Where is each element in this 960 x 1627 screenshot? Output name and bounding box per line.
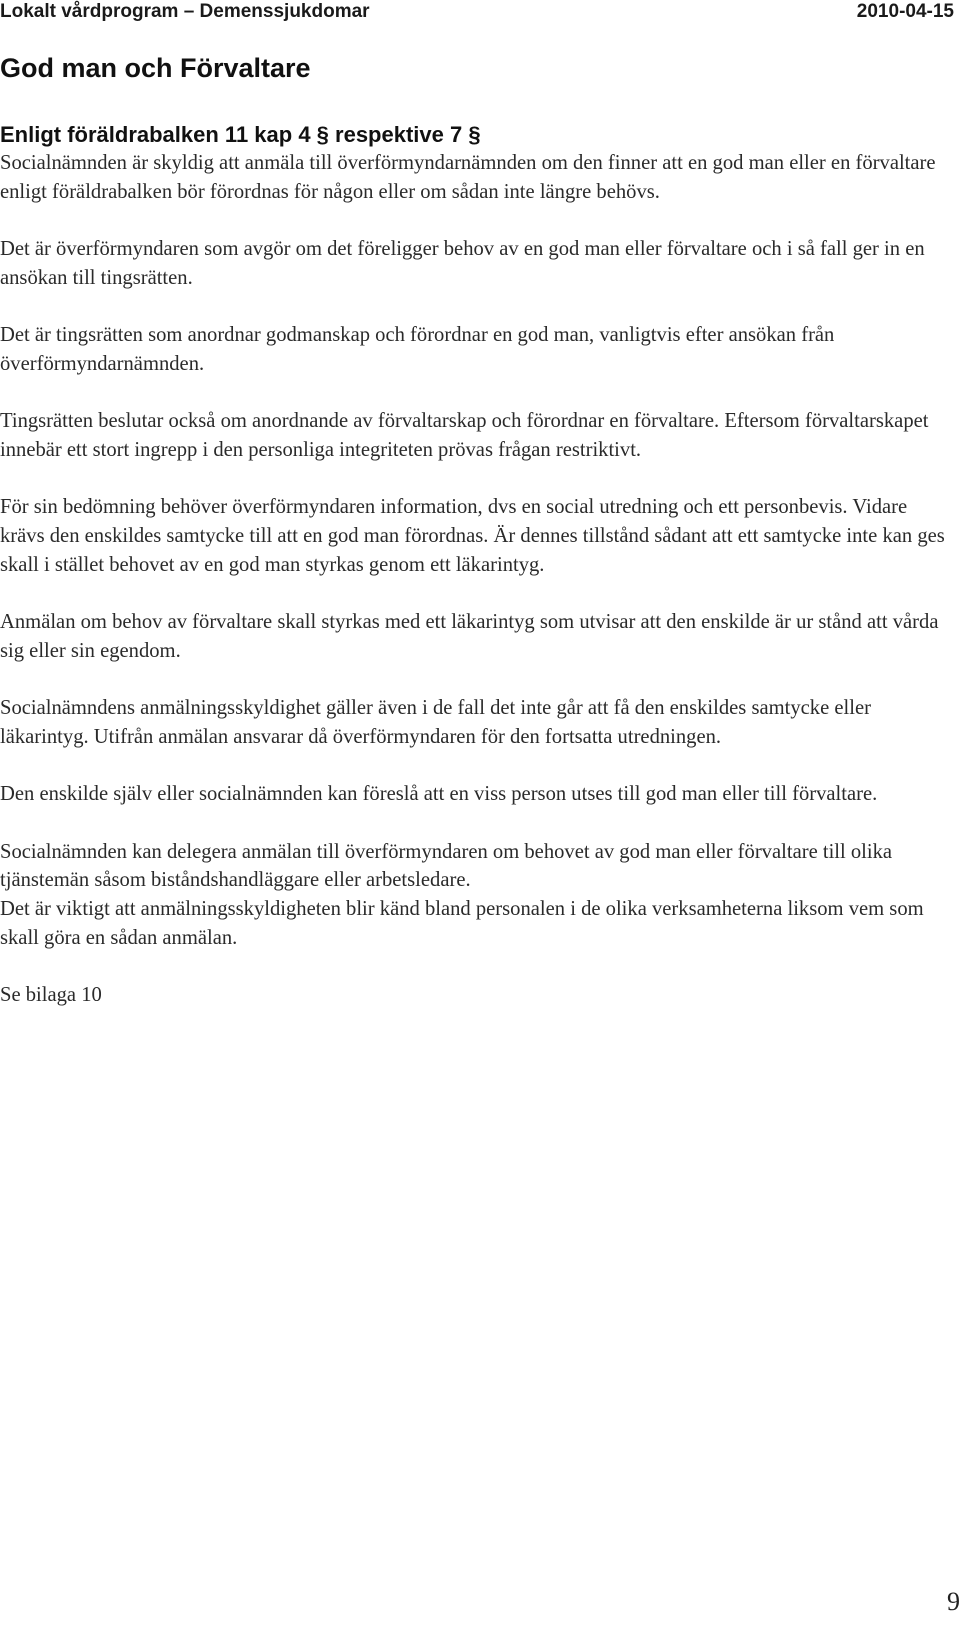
paragraph: Socialnämnden är skyldig att anmäla till överförmyndarnämnden om den finner att en god man eller en förvaltare enligt föräldrabalken bör förordnas för någon eller om sådan inte längre behövs. [0, 152, 936, 203]
header-date: 2010-04-15 [856, 1, 954, 22]
running-header [0, 0, 960, 24]
section-heading: Enligt föräldrabalken 11 kap 4 § respektive 7 § [0, 122, 481, 147]
page-title: God man och Förvaltare [0, 53, 311, 83]
paragraph: Det är viktigt att anmälningsskyldigheten blir känd bland personalen i de olika verksamheterna liksom vem som skall göra en sådan anmälan. [0, 898, 924, 949]
page-number: 9 [947, 1587, 960, 1616]
paragraph: Den enskilde själv eller socialnämnden kan föreslå att en viss person utses till god man eller till förvaltare. [0, 783, 878, 806]
paragraph: Socialnämnden kan delegera anmälan till överförmyndaren om behovet av god man eller förvaltare till olika tjänstemän såsom biståndshandläggare eller arbetsledare. [0, 840, 893, 892]
paragraph: Anmälan om behov av förvaltare skall styrkas med ett läkarintyg som utvisar att den enskilde är ur stånd att vårda sig eller sin egendom. [0, 611, 939, 662]
paragraph: Socialnämndens anmälningsskyldighet gäller även i de fall det inte går att få den enskildes samtycke eller läkarintyg. Utifrån anmälan ansvarar då överförmyndaren för den fortsatta utredningen. [0, 697, 871, 748]
appendix-reference: Se bilaga 10 [0, 984, 102, 1007]
paragraph: Det är överförmyndaren som avgör om det föreligger behov av en god man eller förvaltare och i så fall ger in en ansökan till tingsrätten. [0, 238, 925, 289]
header-title: Lokalt vårdprogram – Demenssjukdomar [0, 1, 370, 22]
body-text [0, 149, 945, 1039]
paragraph: Tingsrätten beslutar också om anordnande av förvaltarskap och förordnar en förvaltare. Eftersom förvaltarskapet innebär ett stort ingrepp i den personliga integriteten prövas frågan restriktivt. [0, 410, 929, 461]
paragraph: För sin bedömning behöver överförmyndaren information, dvs en social utredning och ett personbevis. Vidare krävs den enskildes samtycke till att en god man förordnas. Är dennes tillstånd sådant att ett samtycke inte kan ges skall i stället behovet av en god man styrkas genom ett läkarintyg. [0, 496, 945, 576]
paragraph: Det är tingsrätten som anordnar godmanskap och förordnar en god man, vanligtvis efter ansökan från överförmyndarnämnden. [0, 324, 835, 375]
